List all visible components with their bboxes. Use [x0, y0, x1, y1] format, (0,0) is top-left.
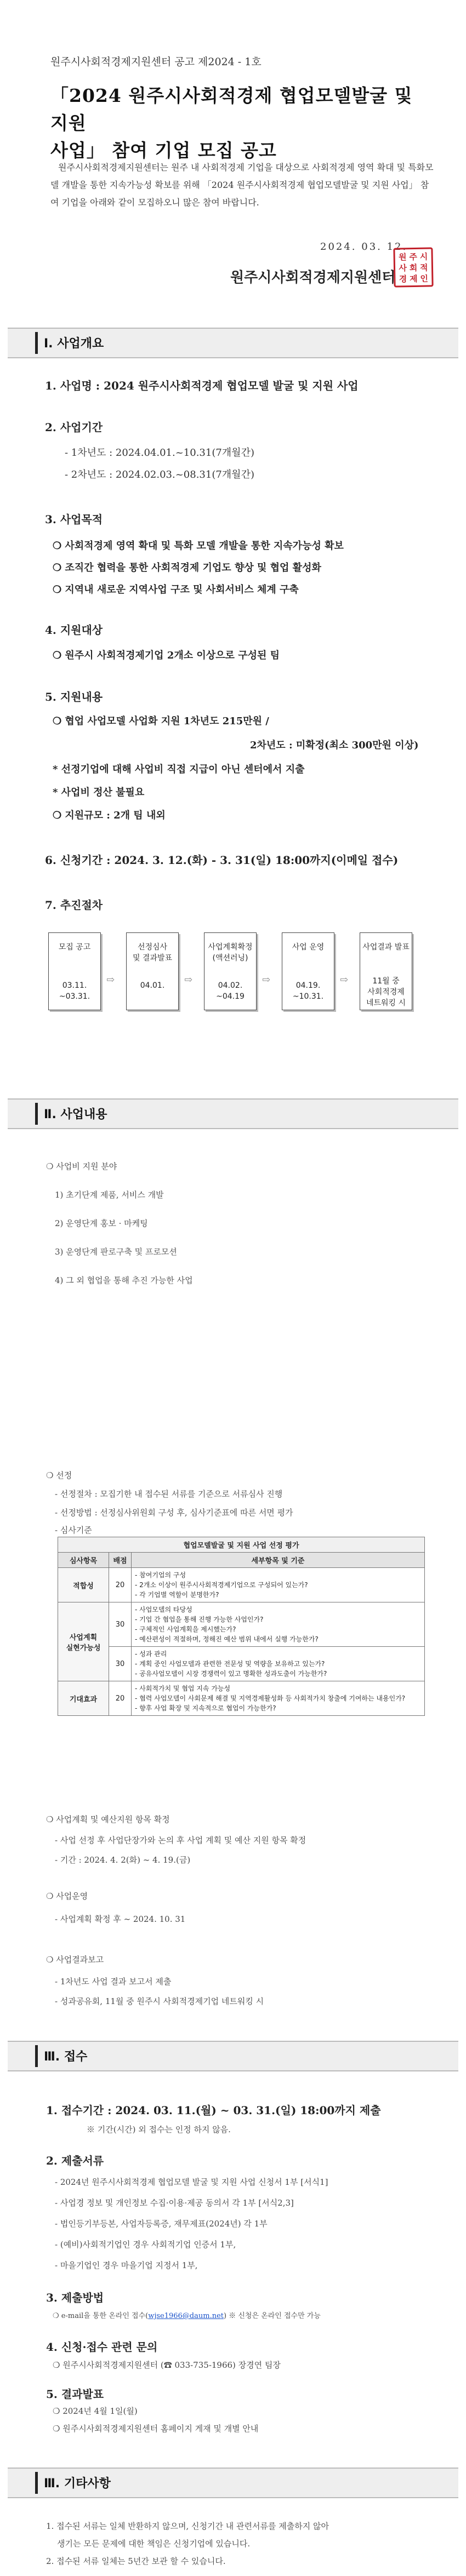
plan-detail: - 사업 선정 후 사업단장가와 논의 후 사업 계획 및 예산 지원 항목 확정 [55, 1835, 306, 1845]
period-year1: - 1차년도 : 2024.04.01.~10.31(7개월간) [65, 447, 254, 459]
receipt-period-note: ※ 기간(시간) 외 접수는 인정 하지 않음. [87, 2125, 231, 2134]
result-notice: ❍ 원주시사회적경제지원센터 홈페이지 게재 및 개별 안내 [53, 2424, 259, 2434]
table-caption: 협업모델발굴 및 지원 사업 선정 평가 [58, 1537, 425, 1553]
official-seal-icon: 원 주 시 사 회 적 경 제 인 [393, 247, 433, 287]
organization-name: 원주시사회적경제지원센터 [230, 270, 396, 286]
table-row: 사업계획 실현가능성 30 - 사업모델의 타당성 - 기업 간 협업을 통해 진행 가능한 사업인가? - 구체적인 사업계획을 제시했는가? - 예산편성이 적절하며, 정해진 예산 범위 내에서 실행 가능한가? [58, 1602, 425, 1647]
overview-item-support: 5. 지원내용 [45, 690, 103, 703]
document-item: - 법인등기부등본, 사업자등록증, 재무제표(2024년) 각 1부 [55, 2219, 268, 2229]
section-header-misc [8, 2468, 458, 2498]
flow-arrow-icon: ⇨ [340, 974, 349, 986]
result-heading: 5. 결과발표 [46, 2388, 104, 2401]
purpose-c: ❍ 지역내 새로운 지역사업 구조 및 사회서비스 체계 구축 [53, 584, 299, 596]
notice-date: 2024. 03. 12. [320, 241, 408, 253]
support-a: ❍ 협업 사업모델 사업화 지원 1차년도 215만원 / [53, 715, 269, 727]
document-item: - (예비)사회적기업인 경우 사회적기업 인증서 1부, [55, 2240, 236, 2249]
table-row: 기대효과 20 - 사회적가치 및 협업 지속 가능성 - 협력 사업모델이 사회문제 해결 및 지역경제활성화 등 사회적가치 창출에 기여하는 내용인가? - 향후 사업 확장 및 지속적으로 협업이 가능한가? [58, 1681, 425, 1716]
table-row: 30 - 성과 관리 - 계획 중인 사업모델과 관련한 전문성 및 역량을 보유하고 있는가? - 공유사업모델이 시장 경쟁력이 있고 명확한 성과도출이 가능한가? [58, 1647, 425, 1681]
document-item: - 마을기업인 경우 마을기업 지정서 1부, [55, 2260, 198, 2270]
notice-number: 원주시사회적경제지원센터 공고 제2024 - 1호 [50, 56, 262, 68]
section-title: Ⅰ. 사업개요 [44, 337, 104, 351]
plan-period: - 기간 : 2024. 4. 2(화) ~ 4. 19.(금) [55, 1855, 191, 1865]
field-item: 2) 운영단계 홍보 · 마케팅 [55, 1218, 148, 1228]
document-item: - 사업경 정보 및 개인정보 수집·이용·제공 동의서 각 1부 [서식2,3] [55, 2198, 294, 2208]
section-title: Ⅲ. 접수 [44, 2050, 88, 2064]
result-date: ❍ 2024년 4월 1일(월) [53, 2406, 138, 2416]
field-item: 3) 운영단계 판로구축 및 프로모션 [55, 1247, 177, 1257]
purpose-b: ❍ 조직간 협력을 통한 사회적경제 기업도 향상 및 협업 활성화 [53, 562, 321, 574]
documents-heading: 2. 제출서류 [46, 2154, 104, 2167]
page-title [50, 82, 429, 164]
selection-heading: ❍ 선정 [46, 1470, 72, 1480]
run-heading: ❍ 사업운영 [46, 1891, 88, 1901]
plan-heading: ❍ 사업계획 및 예산지원 항목 확정 [46, 1814, 170, 1824]
email-link[interactable]: wjse1966@daum.net [148, 2312, 224, 2320]
flow-step: 사업계획확정 (액션러닝) 04.02. ~04.19 [204, 932, 257, 1010]
support-e: ❍ 지원규모 : 2개 팀 내외 [53, 810, 166, 821]
flow-step: 모집 공고 03.11. ~03.31. [48, 932, 101, 1010]
selection-method: - 선정방법 : 선정심사위원회 구성 후, 심사기준표에 따른 서면 평가 [55, 1508, 293, 1518]
intro-paragraph: 원주시사회적경제지원센터는 원주 내 사회적경제 기업을 대상으로 사회적경제 영역 확대 및 특화모델 개발을 통한 지속가능성 확보를 위해 「2024 원주시사회적경제 협업모델발굴 및 지원 사업」 참여 기업을 아래와 같이 모집하오니 많은 참여 바랍니다. [50, 162, 434, 208]
evaluation-criteria-table [58, 1537, 425, 1716]
table-header: 배점 [109, 1553, 132, 1568]
flow-arrow-icon: ⇨ [184, 974, 193, 986]
misc-note: 생기는 모든 문제에 대한 책임은 신청기업에 있습니다. [57, 2539, 251, 2549]
section-header-content [8, 1098, 458, 1129]
misc-note: 2. 접수된 서류 일체는 5년간 보관 할 수 있습니다. [46, 2556, 226, 2566]
support-d: * 사업비 정산 불필요 [53, 787, 145, 798]
overview-item-application: 6. 신청기간 : 2024. 3. 12.(화) - 3. 31(일) 18:00까지(이메일 접수) [45, 854, 399, 867]
table-header: 세부항목 및 기준 [132, 1553, 425, 1568]
flow-arrow-icon: ⇨ [262, 974, 271, 986]
flow-arrow-icon: ⇨ [106, 974, 115, 986]
table-header: 심사항목 [58, 1553, 109, 1568]
flow-step: 사업 운영 04.19. ~10.31. [282, 932, 334, 1010]
target-a: ❍ 원주시 사회적경제기업 2개소 이상으로 구성된 팀 [53, 650, 280, 661]
report-detail: - 1차년도 사업 결과 보고서 제출 [55, 1977, 172, 1987]
section-title: Ⅲ. 기타사항 [44, 2477, 111, 2491]
title-line-1: 「2024 원주시사회적경제 협업모델발굴 및 지원 [50, 85, 413, 134]
support-b: 2차년도 : 미확정(최소 300만원 이상) [250, 740, 419, 751]
section-header-overview [8, 328, 458, 358]
inquiry-heading: 4. 신청·접수 관련 문의 [46, 2340, 158, 2354]
section-header-receipt [8, 2041, 458, 2071]
receipt-period: 1. 접수기간 : 2024. 03. 11.(월) ~ 03. 31.(일) 18:00까지 제출 [46, 2104, 381, 2117]
purpose-a: ❍ 사회적경제 영역 확대 및 특화 모델 개발을 통한 지속가능성 확보 [53, 540, 344, 552]
support-c: * 선정기업에 대해 사업비 직접 지급이 아닌 센터에서 지출 [53, 764, 305, 775]
selection-criteria-label: - 심사기준 [55, 1525, 92, 1535]
overview-item-period: 2. 사업기간 [45, 421, 103, 434]
overview-item-target: 4. 지원대상 [45, 623, 103, 637]
submission-method: ❍ e-mail을 통한 온라인 접수(wjse1966@daum.net) ※ 신청은 온라인 접수만 가능 [53, 2312, 321, 2320]
overview-item-procedure: 7. 추진절차 [45, 898, 103, 912]
field-item: 1) 초기단계 제품, 서비스 개발 [55, 1190, 164, 1200]
overview-item-name: 1. 사업명 : 2024 원주시사회적경제 협업모델 발굴 및 지원 사업 [45, 379, 359, 392]
field-item: 4) 그 외 협업을 통해 추진 가능한 사업 [55, 1275, 193, 1285]
table-row: 적합성 20 - 참여기업의 구성 - 2개소 이상이 원주시사회적경제기업으로 구성되어 있는가? - 각 기업별 역할이 분명한가? [58, 1568, 425, 1602]
run-detail: - 사업계획 확정 후 ~ 2024. 10. 31 [55, 1914, 186, 1924]
section-title: Ⅱ. 사업내용 [44, 1108, 107, 1121]
document-item: - 2024년 원주시사회적경제 협업모델 발굴 및 지원 사업 신청서 1부 [서식1] [55, 2177, 328, 2187]
flow-step: 사업결과 발표 11월 중 사회적경제 네트워킹 시 [360, 932, 412, 1010]
report-detail: - 성과공유회, 11월 중 원주시 사회적경제기업 네트워킹 시 [55, 1996, 264, 2006]
flow-step: 선정심사 및 결과발표 04.01. [126, 932, 179, 1010]
period-year2: - 2차년도 : 2024.02.03.~08.31(7개월간) [65, 469, 254, 480]
submission-heading: 3. 제출방법 [46, 2291, 104, 2304]
title-line-2: 사업」 참여 기업 모집 공고 [50, 140, 277, 161]
report-heading: ❍ 사업결과보고 [46, 1955, 104, 1965]
fields-heading: ❍ 사업비 지원 분야 [46, 1161, 117, 1171]
overview-item-purpose: 3. 사업목적 [45, 513, 103, 526]
inquiry-contact: ❍ 원주시사회적경제지원센터 (☎ 033-735-1966) 장경연 팀장 [53, 2360, 281, 2370]
misc-note: 1. 접수된 서류는 일체 반환하지 않으며, 신청기간 내 관련서류를 제출하지 않아 [46, 2521, 329, 2531]
selection-procedure: - 선정절차 : 모집기한 내 접수된 서류를 기준으로 서류심사 진행 [55, 1489, 283, 1499]
